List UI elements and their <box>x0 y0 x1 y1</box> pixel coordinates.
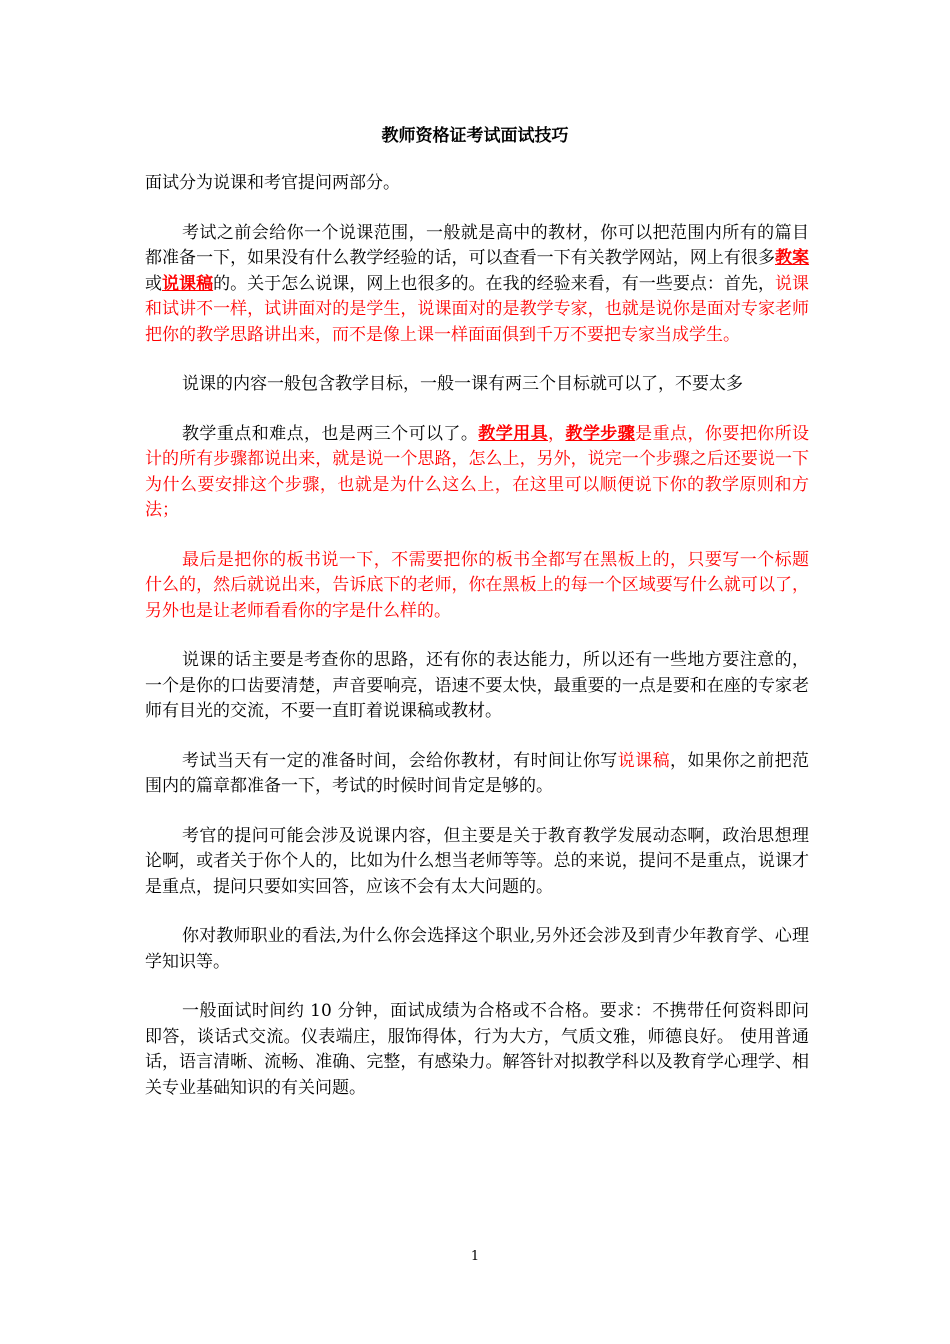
paragraph-exam-day <box>145 749 809 800</box>
teaching-steps-link[interactable]: 教学步骤 <box>565 423 636 444</box>
paragraph-key-points <box>145 422 809 524</box>
separator-text: ， <box>548 423 566 444</box>
paragraph-preparation <box>145 221 809 349</box>
highlighted-text: 说课和试讲不一样，试讲面对的是学生，说课面对的是教学专家，也就是说你是面对专家老师把你的教学思路讲出来，而不是像上课一样面面俱到千万不要把专家当成学生。 <box>145 273 810 345</box>
paragraph-text: 考试之前会给你一个说课范围，一般就是高中的教材，你可以把范围内所有的篇目都准备一下，如果没有什么教学经验的话，可以查看一下有关教学网站，网上有很多 <box>145 222 809 268</box>
paragraph-questions: 考官的提问可能会涉及说课内容，但主要是关于教育教学发展动态啊，政治思想理论啊，或者关于你个人的，比如为什么想当老师等等。总的来说，提问不是重点，说课才是重点，提问只要如实回答，应该不会有太大问题的。 <box>145 825 809 897</box>
lesson-plan-link[interactable]: 教案 <box>774 248 810 268</box>
paragraph-text: ，如果你之前把范围内的篇章都准备一下，考试的时候时间肯定是够的。 <box>145 750 810 796</box>
paragraph-career-view: 你对教师职业的看法,为什么你会选择这个职业,另外还会涉及到青少年教育学、心理学知识等。 <box>145 926 809 972</box>
page-number: 1 <box>470 1249 480 1264</box>
document-body <box>145 171 809 1125</box>
highlighted-text: 说课稿 <box>617 750 671 771</box>
paragraph-expression: 说课的话主要是考查你的思路，还有你的表达能力，所以还有一些地方要注意的，一个是你的口齿要清楚，声音要响亮，语速不要太快，最重要的一点是要和在座的专家老师有目光的交流，不要一直盯着说课稿或教材。 <box>145 650 809 721</box>
teaching-tools-link[interactable]: 教学用具 <box>478 423 549 444</box>
intro-paragraph: 面试分为说课和考官提问两部分。 <box>145 173 400 193</box>
highlighted-text: 是重点，你要把你所设计的所有步骤都说出来，就是说一个思路，怎么上，另外，说完一个步骤之后还要说一下为什么要安排这个步骤，也就是为什么这么上，在这里可以顺便说下你的教学原则和方法； <box>145 423 810 520</box>
paragraph-text: 考试当天有一定的准备时间，会给你教材，有时间让你写 <box>182 750 618 771</box>
paragraph-requirements: 一般面试时间约 10 分钟，面试成绩为合格或不合格。要求：不携带任何资料即问即答，谈话式交流。仪表端庄，服饰得体，行为大方，气质文雅，师德良好。 使用普通话，语言清晰、流畅、准确、完整，有感染力。解答针对拟教学科以及教育学心理学、相关专业基础知识的有关问题。 <box>145 1001 809 1098</box>
document-title: 教师资格证考试面试技巧 <box>381 126 569 146</box>
lecture-script-link[interactable]: 说课稿 <box>162 273 214 294</box>
paragraph-objectives: 说课的内容一般包含教学目标，一般一课有两三个目标就可以了，不要太多 <box>182 374 743 394</box>
paragraph-blackboard: 最后是把你的板书说一下，不需要把你的板书全都写在黑板上的，只要写一个标题什么的，然后就说出来，告诉底下的老师，你在黑板上的每一个区域要写什么就可以了，另外也是让老师看看你的字是什么样的。 <box>145 549 809 621</box>
paragraph-text: 或 <box>145 273 163 294</box>
paragraph-text: 的。关于怎么说课，网上也很多的。在我的经验来看，有一些要点：首先， <box>213 273 775 294</box>
paragraph-text: 教学重点和难点，也是两三个可以了。 <box>182 423 479 444</box>
